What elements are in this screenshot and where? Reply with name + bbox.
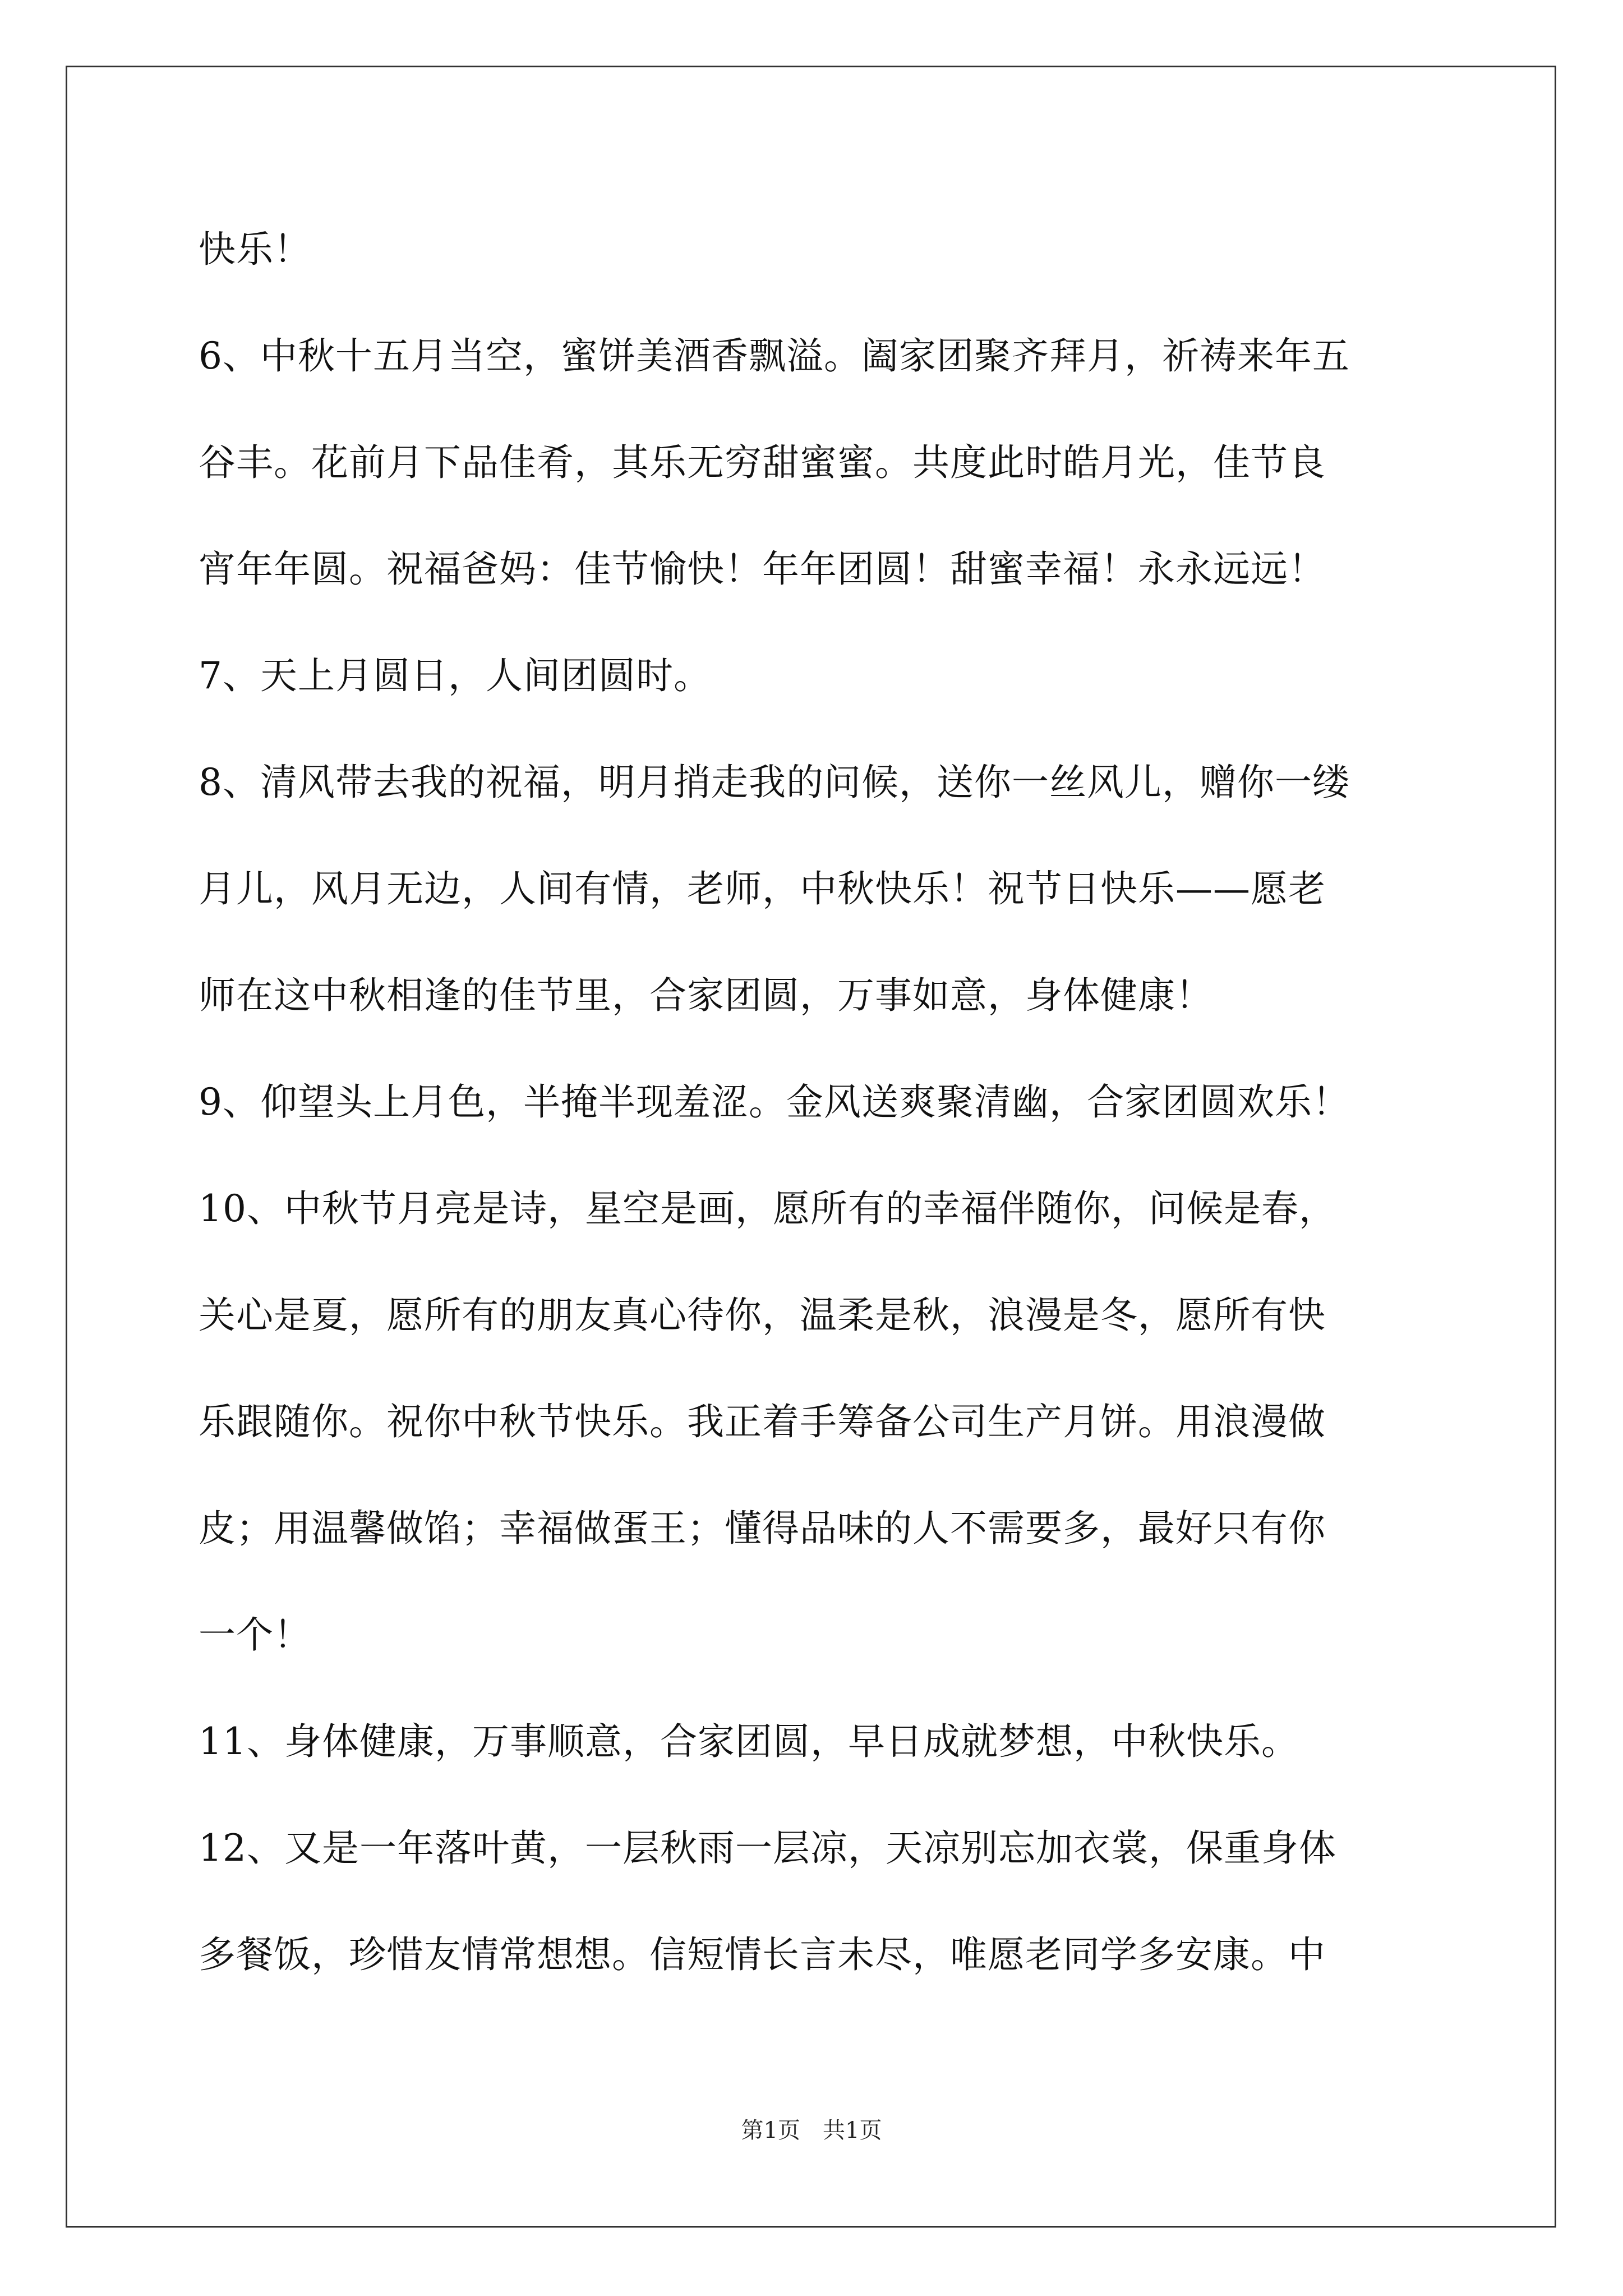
text-line: 师在这中秋相逢的佳节里，合家团圆，万事如意，身体健康！ bbox=[199, 974, 1213, 1017]
text-line: 12、又是一年落叶黄，一层秋雨一层凉，天凉别忘加衣裳，保重身体 bbox=[199, 1826, 1336, 1870]
text-line: 乐跟随你。祝你中秋节快乐。我正着手筹备公司生产月饼。用浪漫做 bbox=[199, 1400, 1326, 1443]
document-body bbox=[199, 216, 1438, 2028]
text-line: 关心是夏，愿所有的朋友真心待你，温柔是秋，浪漫是冬，愿所有快 bbox=[199, 1294, 1326, 1337]
page-footer: 第1页 共1页 bbox=[741, 2118, 882, 2143]
text-line: 6、中秋十五月当空，蜜饼美酒香飘溢。阖家团聚齐拜月，祈祷来年五 bbox=[199, 334, 1350, 378]
text-line: 谷丰。花前月下品佳肴，其乐无穷甜蜜蜜。共度此时皓月光，佳节良 bbox=[199, 441, 1326, 484]
text-line: 10、中秋节月亮是诗，星空是画，愿所有的幸福伴随你，问候是春， bbox=[199, 1187, 1336, 1230]
text-line: 多餐饭，珍惜友情常想想。信短情长言未尽，唯愿老同学多安康。中 bbox=[199, 1933, 1326, 1976]
text-line: 宵年年圆。祝福爸妈：佳节愉快！年年团圆！甜蜜幸福！永永远远！ bbox=[199, 547, 1326, 591]
text-line: 7、天上月圆日，人间团圆时。 bbox=[199, 654, 711, 697]
text-line: 皮；用温馨做馅；幸福做蛋王；懂得品味的人不需要多，最好只有你 bbox=[199, 1507, 1326, 1550]
text-line: 11、身体健康，万事顺意，合家团圆，早日成就梦想，中秋快乐。 bbox=[199, 1720, 1299, 1763]
text-line: 月儿，风月无边，人间有情，老师，中秋快乐！祝节日快乐——愿老 bbox=[199, 867, 1326, 910]
text-line: 9、仰望头上月色，半掩半现羞涩。金风送爽聚清幽，合家团圆欢乐！ bbox=[199, 1080, 1350, 1124]
text-line: 快乐！ bbox=[199, 228, 311, 271]
text-line: 8、清风带去我的祝福，明月捎走我的问候，送你一丝风儿，赠你一缕 bbox=[199, 761, 1350, 804]
text-line: 一个！ bbox=[199, 1613, 311, 1657]
